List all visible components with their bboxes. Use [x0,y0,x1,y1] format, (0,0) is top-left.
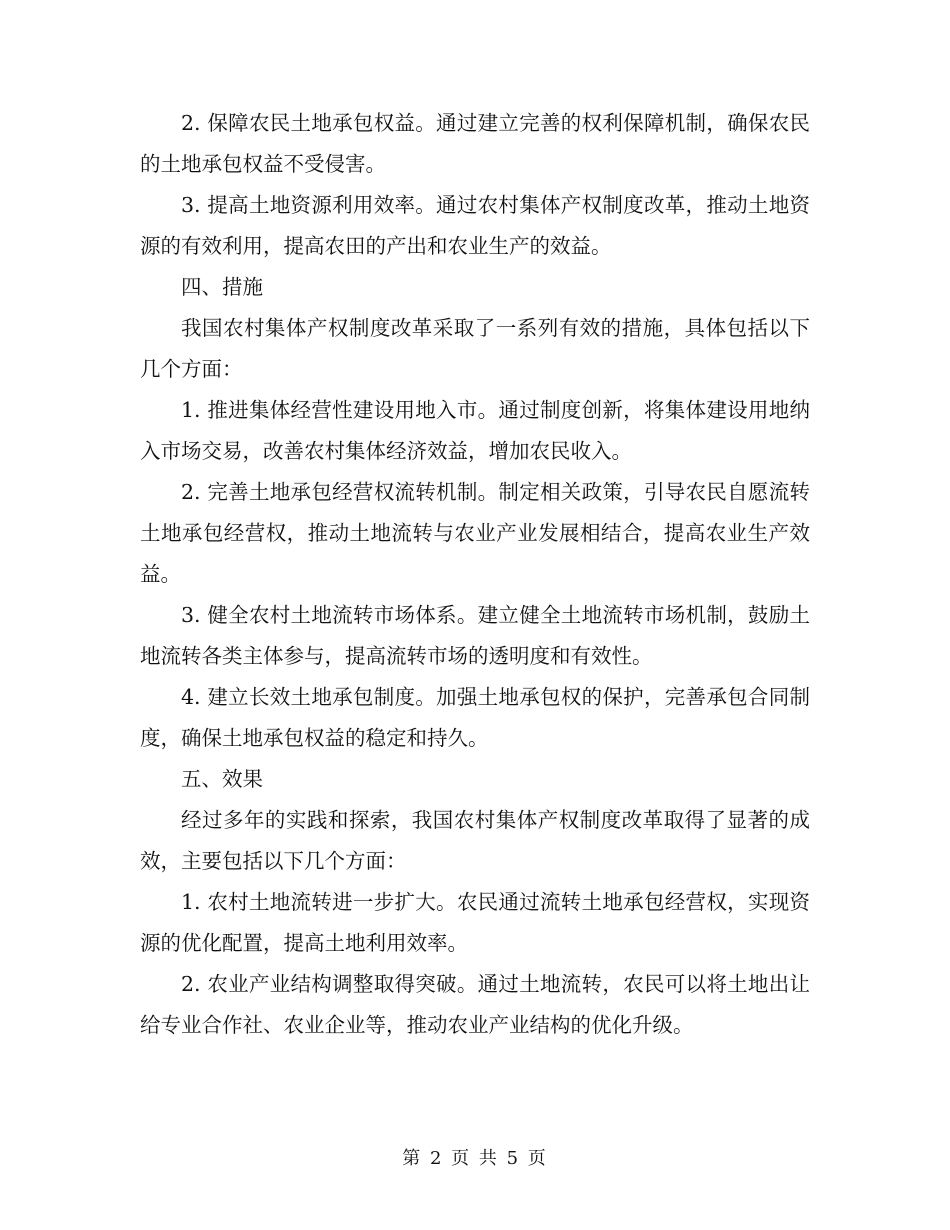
paragraph-effect-2: 2. 农业产业结构调整取得突破。通过土地流转，农民可以将土地出让给专业合作社、农业企业等，推动农业产业结构的优化升级。 [140,972,810,1037]
paragraph-measure-1: 1. 推进集体经营性建设用地入市。通过制度创新，将集体建设用地纳入市场交易，改善农村集体经济效益，增加农民收入。 [140,398,810,463]
paragraph-item-3-efficiency: 3. 提高土地资源利用效率。通过农村集体产权制度改革，推动土地资源的有效利用，提高农田的产出和农业生产的效益。 [140,193,810,258]
paragraph-measure-4: 4. 建立长效土地承包制度。加强土地承包权的保护，完善承包合同制度，确保土地承包权益的稳定和持久。 [140,685,810,750]
section-heading-measures: 四、措施 [181,275,263,299]
paragraph-measure-2: 2. 完善土地承包经营权流转机制。制定相关政策，引导农民自愿流转土地承包经营权，推动土地流转与农业产业发展相结合，提高农业生产效益。 [140,480,810,586]
paragraph-measures-intro: 我国农村集体产权制度改革采取了一系列有效的措施，具体包括以下几个方面： [140,316,810,381]
section-heading-effects: 五、效果 [181,767,263,791]
document-body [140,103,810,1046]
page-number-footer: 第 2 页 共 5 页 [402,1148,548,1169]
paragraph-item-2-protect-rights: 2. 保障农民土地承包权益。通过建立完善的权利保障机制，确保农民的土地承包权益不受侵害。 [140,111,810,176]
paragraph-effect-1: 1. 农村土地流转进一步扩大。农民通过流转土地承包经营权，实现资源的优化配置，提高土地利用效率。 [140,890,810,955]
paragraph-measure-3: 3. 健全农村土地流转市场体系。建立健全土地流转市场机制，鼓励土地流转各类主体参与，提高流转市场的透明度和有效性。 [140,603,810,668]
paragraph-effects-intro: 经过多年的实践和探索，我国农村集体产权制度改革取得了显著的成效，主要包括以下几个方面： [140,808,810,873]
